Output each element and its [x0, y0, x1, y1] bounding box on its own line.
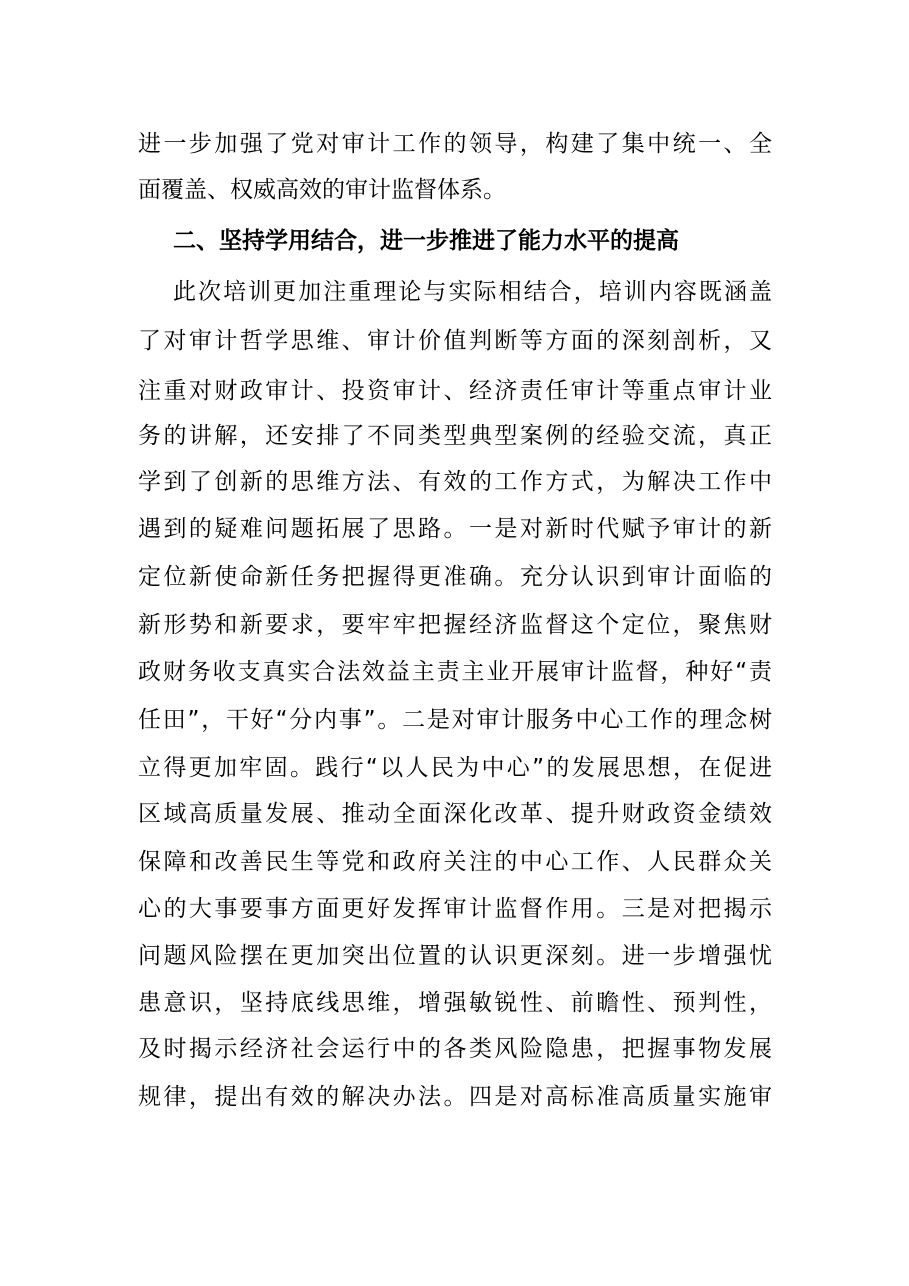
- paragraph-line: 了对审计哲学思维、审计价值判断等方面的深刻剖析，又: [138, 328, 772, 354]
- paragraph-line: 学到了创新的思维方法、有效的工作方式，为解决工作中: [138, 469, 772, 495]
- paragraph-line: 患意识，坚持底线思维，增强敏锐性、前瞻性、预判性，: [138, 990, 772, 1016]
- paragraph-line: 保障和改善民生等党和政府关注的中心工作、人民群众关: [138, 849, 772, 875]
- paragraph-line: 新形势和新要求，要牢牢把握经济监督这个定位，聚焦财: [138, 612, 772, 638]
- paragraph-line: 务的讲解，还安排了不同类型典型案例的经验交流，真正: [138, 423, 772, 449]
- paragraph-line: 及时揭示经济社会运行中的各类风险隐患，把握事物发展: [138, 1036, 772, 1062]
- paragraph-line: 注重对财政审计、投资审计、经济责任审计等重点审计业: [138, 378, 772, 404]
- paragraph-line: 心的大事要事方面更好发挥审计监督作用。三是对把揭示: [138, 896, 772, 922]
- paragraph-line: 此次培训更加注重理论与实际相结合，培训内容既涵盖: [173, 279, 772, 305]
- paragraph-line: 进一步加强了党对审计工作的领导，构建了集中统一、全: [138, 131, 772, 157]
- paragraph-line: 任田”，干好“分内事”。二是对审计服务中心工作的理念树: [138, 707, 772, 733]
- paragraph-line: 定位新使命新任务把握得更准确。充分认识到审计面临的: [138, 564, 772, 590]
- paragraph-line: 问题风险摆在更加突出位置的认识更深刻。进一步增强忧: [138, 943, 772, 969]
- paragraph-line: 面覆盖、权威高效的审计监督体系。: [138, 177, 506, 203]
- paragraph-line: 区域高质量发展、推动全面深化改革、提升财政资金绩效: [138, 801, 772, 827]
- paragraph-line: 立得更加牢固。践行“以人民为中心”的发展思想，在促进: [138, 755, 772, 781]
- paragraph-line: 规律，提出有效的解决办法。四是对高标准高质量实施审: [138, 1084, 772, 1110]
- paragraph-line: 政财务收支真实合法效益主责主业开展审计监督，种好“责: [138, 659, 772, 685]
- paragraph-line: 遇到的疑难问题拓展了思路。一是对新时代赋予审计的新: [138, 516, 772, 542]
- section-heading: 二、坚持学用结合，进一步推进了能力水平的提高: [173, 228, 679, 254]
